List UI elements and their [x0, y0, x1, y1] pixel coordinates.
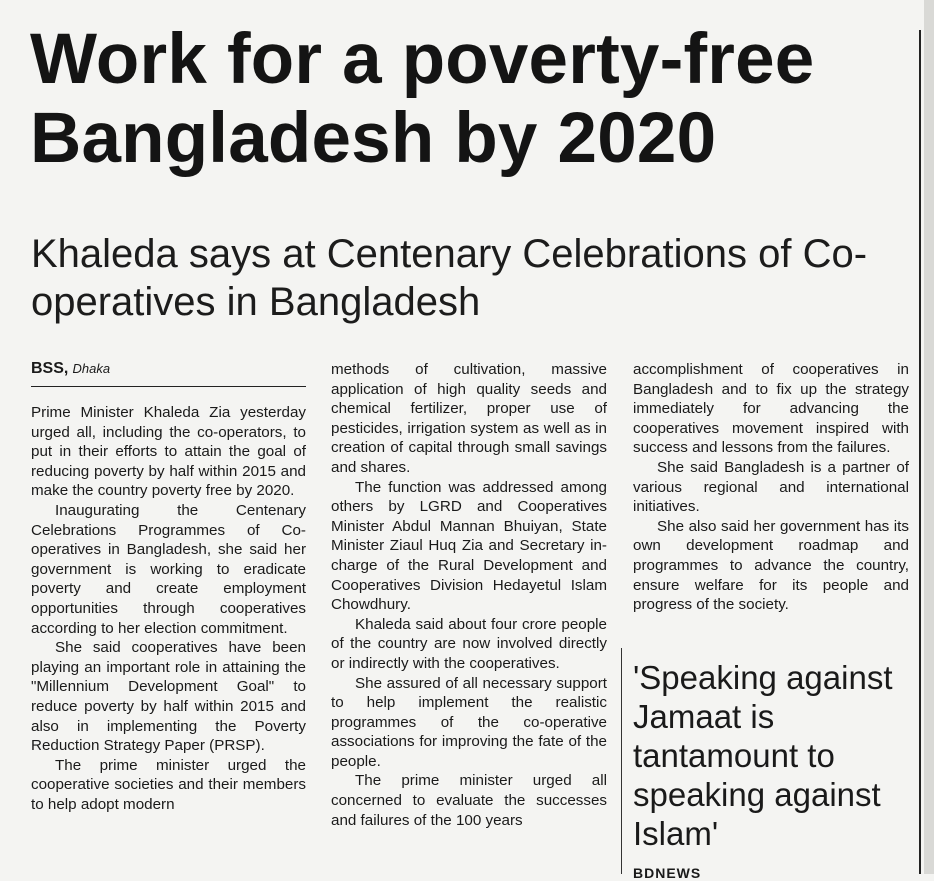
- article-column-3: [633, 360, 909, 615]
- paragraph: methods of cultivation, massive application of high quality seeds and chemical fertilizer, proper use of pesticides, irrigation system as well as in creation of capital through small savings and shares.: [331, 361, 607, 476]
- article-headline: Work for a poverty-free Bangladesh by 2020: [30, 20, 815, 178]
- paragraph: accomplishment of cooperatives in Bangladesh and to fix up the strategy immediately for advancing the cooperatives movement inspired with success and lessons from the failures.: [633, 361, 909, 457]
- column-divider-rule: [919, 30, 921, 874]
- paragraph: She also said her government has its own development roadmap and programmes to advance the country, ensure welfare for its people and progress of the society.: [633, 517, 909, 614]
- article-column-2: [331, 360, 607, 830]
- paragraph: Prime Minister Khaleda Zia yesterday urged all, including the co-operators, to put in their efforts to attain the goal of reducing poverty by half within 2015 and make the country poverty free by 2020.: [31, 404, 306, 500]
- sidebar-story-headline: 'Speaking against Jamaat is tantamount to speaking against Islam': [633, 659, 893, 852]
- paragraph: The function was addressed among others by LGRD and Cooperatives Minister Abdul Mannan Bhuiyan, State Minister Ziaul Huq Zia and Secretary in-charge of the Rural Development and Cooperatives Division Hedayetul Islam Chowdhury.: [331, 478, 607, 614]
- byline-agency: BSS,: [31, 360, 69, 377]
- byline-rule: [31, 386, 306, 387]
- sidebar-story-rule: [621, 648, 622, 874]
- paragraph: She said Bangladesh is a partner of various regional and international initiatives.: [633, 458, 909, 516]
- paragraph: She said cooperatives have been playing an important role in attaining the "Millennium Development Goal" to reduce poverty by half within 2015 and also in implementing the Poverty Reduction Strategy Paper (PRSP).: [31, 639, 306, 755]
- sidebar-story-byline: BDNEWS: [633, 865, 702, 881]
- paragraph: She assured of all necessary support to help implement the realistic programmes of the co-operative associations for improving the fate of the people.: [331, 674, 607, 770]
- article-deck: Khaleda says at Centenary Celebrations of Co-operatives in Bangladesh: [31, 232, 868, 324]
- page-edge: [924, 0, 934, 874]
- article-byline: [31, 360, 306, 378]
- byline-city: Dhaka: [72, 361, 111, 376]
- paragraph: The prime minister urged all concerned to evaluate the successes and failures of the 100 years: [331, 772, 607, 829]
- article-column-1: [31, 403, 306, 814]
- paragraph: Inaugurating the Centenary Celebrations Programmes of Co-operatives in Bangladesh, she said her government is working to eradicate poverty and create employment opportunities through cooperatives according to her election commitment.: [31, 501, 306, 637]
- paragraph: Khaleda said about four crore people of the country are now involved directly or indirectly with the cooperatives.: [331, 615, 607, 672]
- paragraph: The prime minister urged the cooperative societies and their members to help adopt modern: [31, 756, 306, 813]
